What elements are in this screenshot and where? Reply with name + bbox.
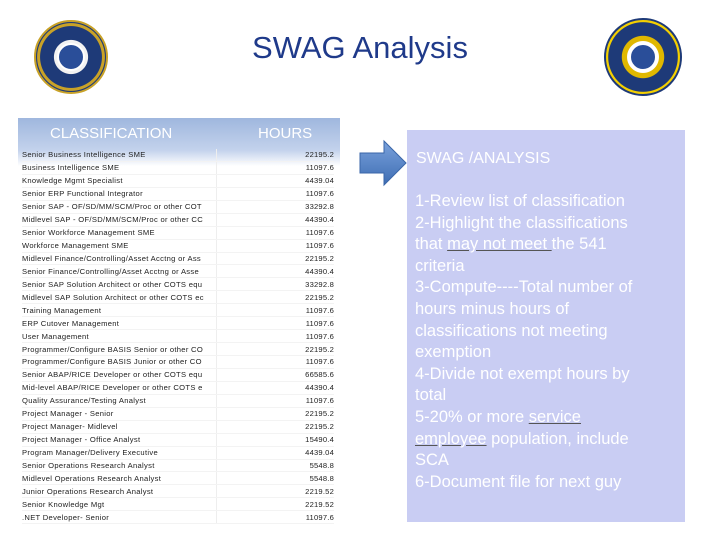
empty-cell: [216, 188, 266, 200]
empty-cell: [216, 511, 266, 523]
classification-cell: Senior Workforce Management SME: [22, 228, 155, 238]
classification-cell: Programmer/Configure BASIS Junior or other CO: [22, 357, 202, 367]
table-row: [22, 447, 334, 460]
table-row: [22, 395, 334, 408]
empty-cell: [216, 330, 266, 342]
table-row: [22, 511, 334, 524]
hours-cell: 5548.8: [309, 460, 334, 470]
empty-cell: [216, 408, 266, 420]
empty-cell: [216, 395, 266, 407]
analysis-steps: [415, 191, 685, 493]
classification-cell: Program Manager/Delivery Executive: [22, 448, 158, 458]
hours-cell: 22195.2: [305, 344, 334, 354]
table-row: [22, 498, 334, 511]
classification-cell: Senior SAP - OF/SD/MM/SCM/Proc or other COT: [22, 202, 202, 212]
hours-cell: 33292.8: [305, 279, 334, 289]
table-row: [22, 149, 334, 162]
table-row: [22, 382, 334, 395]
classification-cell: Knowledge Mgmt Specialist: [22, 176, 123, 186]
table-row: [22, 162, 334, 175]
step-line: 2-Highlight the classifications: [415, 213, 628, 232]
table-row: [22, 201, 334, 214]
hours-cell: 22195.2: [305, 422, 334, 432]
table-row: [22, 356, 334, 369]
step-line: 4-Divide not exempt hours by: [415, 364, 630, 383]
hours-cell: 22195.2: [305, 150, 334, 160]
classification-cell: Senior Knowledge Mgt: [22, 499, 105, 509]
step-text: that: [415, 235, 448, 254]
empty-cell: [216, 227, 266, 239]
table-row: [22, 330, 334, 343]
panel-title: SWAG /ANALYSIS: [416, 150, 551, 167]
classification-cell: Senior Business Intelligence SME: [22, 150, 146, 160]
step-line: 1-Review list of classification: [415, 192, 625, 210]
arrow-right-icon: [358, 138, 408, 188]
step-line: classifications not meeting: [415, 321, 608, 340]
classification-cell: Senior Finance/Controlling/Asset Acctng or Asse: [22, 266, 200, 276]
hours-cell: 11097.6: [305, 189, 334, 199]
step-line: [415, 429, 685, 451]
hours-cell: 11097.6: [305, 396, 334, 406]
empty-cell: [216, 369, 266, 381]
empty-cell: [216, 149, 266, 161]
classification-cell: Project Manager - Office Analyst: [22, 435, 141, 445]
hours-cell: 11097.6: [305, 512, 334, 522]
hours-cell: 4439.04: [305, 448, 334, 458]
hours-cell: 66585.6: [305, 370, 334, 380]
table-row: [22, 175, 334, 188]
table-row: [22, 408, 334, 421]
step-line: 3-Compute----Total number of: [415, 278, 633, 297]
table-row: [22, 369, 334, 382]
classification-cell: Mid-level ABAP/RICE Developer or other COTS e: [22, 383, 203, 393]
empty-cell: [216, 240, 266, 252]
hours-cell: 2219.52: [305, 499, 334, 509]
table-row: [22, 485, 334, 498]
classification-cell: .NET Developer- Senior: [22, 512, 110, 522]
empty-cell: [216, 291, 266, 303]
hours-cell: 22195.2: [305, 292, 334, 302]
hours-header: HOURS: [258, 125, 313, 142]
hours-cell: 2219.52: [305, 486, 334, 496]
empty-cell: [216, 421, 266, 433]
hours-cell: 11097.6: [305, 163, 334, 173]
empty-cell: [216, 175, 266, 187]
classification-cell: Business Intelligence SME: [22, 163, 120, 173]
classification-header: CLASSIFICATION: [50, 125, 173, 142]
table-row: [22, 304, 334, 317]
empty-cell: [216, 317, 266, 329]
empty-cell: [216, 265, 266, 277]
table-row: [22, 291, 334, 304]
empty-cell: [216, 304, 266, 316]
hours-cell: 33292.8: [305, 202, 334, 212]
slide-title: SWAG Analysis: [252, 30, 468, 65]
classification-cell: Workforce Management SME: [22, 241, 129, 251]
classification-cell: Quality Assurance/Testing Analyst: [22, 396, 146, 406]
hours-cell: 44390.4: [305, 266, 334, 276]
classification-cell: Senior ABAP/RICE Developer or other COTS equ: [22, 370, 203, 380]
table-row: [22, 227, 334, 240]
step-line: SCA: [415, 451, 449, 470]
table-row: [22, 460, 334, 473]
classification-cell: Midlevel SAP Solution Architect or other COTS ec: [22, 292, 204, 302]
table-row: [22, 343, 334, 356]
classification-cell: Junior Operations Research Analyst: [22, 486, 154, 496]
table-row: [22, 472, 334, 485]
empty-cell: [216, 382, 266, 394]
hours-cell: 11097.6: [305, 228, 334, 238]
classification-cell: Programmer/Configure BASIS Senior or other CO: [22, 344, 204, 354]
empty-cell: [216, 214, 266, 226]
table-row: [22, 214, 334, 227]
classification-cell: Training Management: [22, 305, 102, 315]
step-line: 6-Document file for next guy: [415, 472, 622, 491]
step-line: criteria: [415, 256, 465, 275]
classification-cell: Project Manager- Midlevel: [22, 422, 118, 432]
hours-cell: 4439.04: [305, 176, 334, 186]
classification-cell: Senior Operations Research Analyst: [22, 460, 155, 470]
table-row: [22, 317, 334, 330]
empty-cell: [216, 201, 266, 213]
classification-cell: Midlevel Operations Research Analyst: [22, 473, 162, 483]
empty-cell: [216, 343, 266, 355]
table-row: [22, 265, 334, 278]
step-underlined-text: service: [528, 407, 581, 426]
step-underlined-text: employee: [415, 429, 487, 448]
hours-cell: 11097.6: [305, 318, 334, 328]
classification-cell: Project Manager - Senior: [22, 409, 114, 419]
step-text: the 541: [551, 235, 607, 254]
hours-cell: 44390.4: [305, 215, 334, 225]
classification-cell: Senior ERP Functional Integrator: [22, 189, 143, 199]
step-line: exemption: [415, 343, 492, 362]
empty-cell: [216, 162, 266, 174]
empty-cell: [216, 434, 266, 446]
table-row: [22, 253, 334, 266]
step-line: hours minus hours of: [415, 299, 570, 318]
table-row: [22, 421, 334, 434]
empty-cell: [216, 472, 266, 484]
classification-cell: Midlevel SAP - OF/SD/MM/SCM/Proc or other CC: [22, 215, 203, 225]
empty-cell: [216, 447, 266, 459]
empty-cell: [216, 498, 266, 510]
step-underlined-text: may not meet: [447, 235, 552, 254]
empty-cell: [216, 356, 266, 368]
hours-cell: 5548.8: [309, 473, 334, 483]
hours-cell: 11097.6: [305, 331, 334, 341]
empty-cell: [216, 253, 266, 265]
hours-cell: 15490.4: [305, 435, 334, 445]
empty-cell: [216, 460, 266, 472]
step-line: [415, 407, 685, 429]
table-row: [22, 240, 334, 253]
step-text: population, include: [486, 429, 629, 448]
classification-cell: Midlevel Finance/Controlling/Asset Acctng or Ass: [22, 253, 202, 263]
step-line: total: [415, 386, 447, 405]
hours-cell: 22195.2: [305, 253, 334, 263]
table-row: [22, 188, 334, 201]
hours-cell: 44390.4: [305, 383, 334, 393]
step-text: 5-20% or more: [415, 407, 529, 426]
table-row: [22, 434, 334, 447]
classification-cell: User Management: [22, 331, 89, 341]
step-line: [415, 234, 685, 256]
hours-cell: 11097.6: [305, 305, 334, 315]
classification-cell: ERP Cutover Management: [22, 318, 120, 328]
hours-cell: 11097.6: [305, 241, 334, 251]
empty-cell: [216, 485, 266, 497]
empty-cell: [216, 278, 266, 290]
table-row: [22, 278, 334, 291]
hours-cell: 22195.2: [305, 409, 334, 419]
classification-cell: Senior SAP Solution Architect or other COTS equ: [22, 279, 203, 289]
classification-table: [22, 149, 334, 524]
hours-cell: 11097.6: [305, 357, 334, 367]
